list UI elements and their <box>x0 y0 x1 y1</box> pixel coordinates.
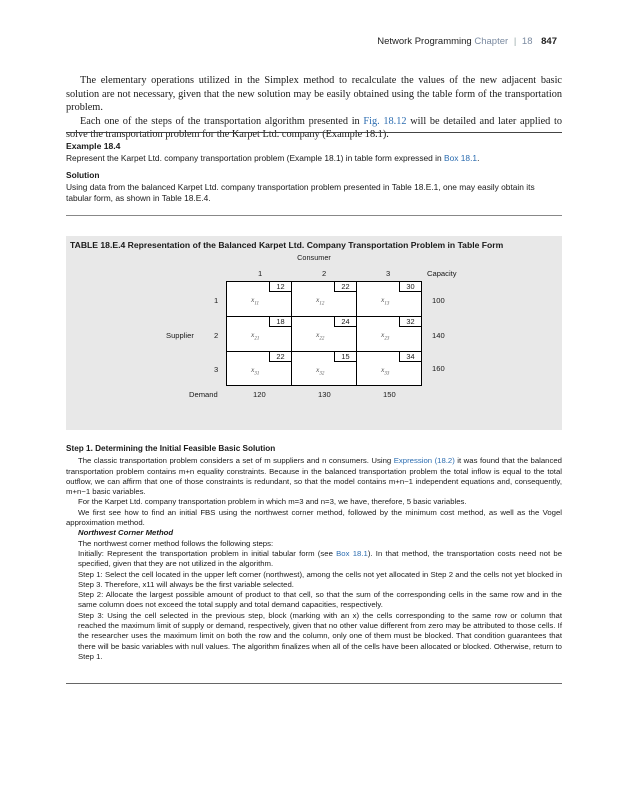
variable-symbol: x <box>316 295 320 304</box>
variable-label <box>316 365 324 377</box>
body-text <box>66 444 562 662</box>
p1-post: it was found that the balanced transportation problem contains m+n equality constraints. Because in the balanced transportation problem the total inflow is equal to the total outflow, we can affirm that one of those constraints is redundant, so that the model contains m+n−1 independent equations and, consequently, m+n−1 basic variables. <box>66 456 562 497</box>
body-paragraph-1 <box>66 456 562 497</box>
intro-p2-post: will be detailed and later applied to solve the transportation problem for the Karpet Ltd. company (Example 18.1). <box>66 115 562 141</box>
variable-label <box>381 295 389 307</box>
capacity-3: 160 <box>432 364 445 373</box>
header-chapter-num: 18 <box>521 36 533 47</box>
variable-label <box>251 365 259 377</box>
cost-cell: 34 <box>399 352 421 362</box>
row-header-1: 1 <box>214 296 219 305</box>
demand-3: 150 <box>383 390 396 399</box>
page-number: 847 <box>541 36 557 47</box>
demand-2: 130 <box>318 390 331 399</box>
variable-subscript: 22 <box>319 336 325 342</box>
demand-1: 120 <box>253 390 266 399</box>
variable-label <box>381 365 389 377</box>
cost-cell: 30 <box>399 282 421 292</box>
variable-symbol: x <box>381 295 385 304</box>
variable-symbol: x <box>381 330 385 339</box>
capacity-1: 100 <box>432 296 445 305</box>
box-link-2[interactable]: Box 18.1 <box>336 548 368 558</box>
header-separator: | <box>513 36 517 47</box>
variable-subscript: 33 <box>384 371 390 377</box>
initially-pre: Initially: Represent the transportation problem in initial tabular form (see <box>78 548 337 558</box>
variable-subscript: 31 <box>254 371 260 377</box>
intro-p2-pre: Each one of the steps of the transportation algorithm presented in <box>80 115 364 127</box>
northwest-intro: The northwest corner method follows the following steps: <box>78 538 274 548</box>
capacity-2: 140 <box>432 331 445 340</box>
body-paragraph-3: We first see how to find an initial FBS using the northwest corner method, followed by the minimum cost method, as well as the Vogel approximation method. <box>66 507 562 528</box>
variable-subscript: 11 <box>254 301 260 307</box>
row-header-2: 2 <box>214 331 219 340</box>
variable-subscript: 32 <box>319 371 325 377</box>
box-link[interactable]: Box 18.1 <box>444 152 478 163</box>
table-cell <box>227 317 292 352</box>
table-cell <box>292 282 357 317</box>
initially-paragraph <box>66 549 562 570</box>
table-cell <box>292 352 357 385</box>
step1-heading: Step 1. Determining the Initial Feasible Basic Solution <box>66 444 276 453</box>
example-text-post: . <box>477 152 480 163</box>
step-3-paragraph: Step 3: Using the cell selected in the previous step, block (marking with an x) the cells corresponding to the same row or column that reached the maximum limit of supply or demand, respectively, given that no other value different from zero may be attributed to those cells. If the researcher uses the maximum limit on both the row and the column, only one of them must be blocked. That condition guarantees that there will be basic variables with null values. The algorithm finalizes when all of the cells have been allocated or blocked. Otherwise, return to Step 1. <box>78 610 562 661</box>
table-title: TABLE 18.E.4 Representation of the Balanced Karpet Ltd. Company Transportation Problem in Table Form <box>70 240 504 250</box>
cost-cell: 18 <box>269 317 291 327</box>
example-box <box>66 132 562 216</box>
variable-label <box>316 330 324 342</box>
variable-symbol: x <box>316 330 320 339</box>
solution-title: Solution <box>66 170 100 180</box>
variable-subscript: 21 <box>254 336 260 342</box>
cost-cell: 15 <box>334 352 356 362</box>
variable-label <box>251 295 259 307</box>
column-header-3: 3 <box>386 269 391 278</box>
variable-symbol: x <box>251 330 255 339</box>
table-cell <box>227 282 292 317</box>
table-cell <box>357 282 421 317</box>
running-header <box>377 36 557 47</box>
table-cell <box>292 317 357 352</box>
column-header-2: 2 <box>322 269 327 278</box>
column-header-1: 1 <box>258 269 263 278</box>
cost-cell: 22 <box>334 282 356 292</box>
body-paragraph-2: For the Karpet Ltd. company transportation problem in which m=3 and n=3, we have, therefore, 5 basic variables. <box>78 497 467 507</box>
variable-label <box>381 330 389 342</box>
header-title: Network Programming <box>377 36 472 47</box>
row-header-3: 3 <box>214 365 219 374</box>
variable-subscript: 12 <box>319 301 325 307</box>
intro-paragraph-1: The elementary operations utilized in the Simplex method to recalculate the values of the new adjacent basic solution are not necessary, given that the new solution may be easily obtained using the table form of the transportation problem. <box>66 75 562 114</box>
variable-subscript: 23 <box>384 336 390 342</box>
step-1-paragraph: Step 1: Select the cell located in the upper left corner (northwest), among the cells not yet allocated in Step 2 and the cells not yet blocked in Step 3. Therefore, x11 will always be the first variable selected. <box>78 569 562 589</box>
example-text-pre: Represent the Karpet Ltd. company transportation problem (Example 18.1) in table form expressed in <box>66 152 445 163</box>
bottom-rule <box>66 683 562 684</box>
cost-cell: 24 <box>334 317 356 327</box>
expression-link[interactable]: Expression (18.2) <box>393 456 455 466</box>
cost-cell: 32 <box>399 317 421 327</box>
cost-cell: 22 <box>269 352 291 362</box>
example-title: Example 18.4 <box>66 141 121 151</box>
capacity-header: Capacity <box>427 269 457 278</box>
p1-pre: The classic transportation problem considers a set of m suppliers and n consumers. Using <box>78 456 394 466</box>
example-text <box>66 153 562 165</box>
initially-post: ). In that method, the transportation costs need not be specified, given that they are not utilized in the algorithm. <box>78 548 563 569</box>
solution-text: Using data from the balanced Karpet Ltd. company transportation problem presented in Table 18.E.1, one may easily obtain its tabular form, as shown in Table 18.E.4. <box>66 181 535 203</box>
header-chapter: Chapter <box>474 36 509 47</box>
variable-subscript: 13 <box>384 301 390 307</box>
variable-label <box>251 330 259 342</box>
transportation-grid <box>226 281 422 386</box>
variable-symbol: x <box>381 365 385 374</box>
variable-symbol: x <box>251 295 255 304</box>
table-cell <box>357 317 421 352</box>
fig-link[interactable]: Fig. 18.12 <box>363 115 407 127</box>
cost-cell: 12 <box>269 282 291 292</box>
table-cell <box>357 352 421 385</box>
supplier-label: Supplier <box>166 331 194 340</box>
northwest-heading: Northwest Corner Method <box>78 528 174 538</box>
variable-symbol: x <box>251 365 255 374</box>
table-cell <box>227 352 292 385</box>
variable-symbol: x <box>316 365 320 374</box>
demand-label: Demand <box>189 390 218 399</box>
consumer-label: Consumer <box>297 253 331 262</box>
step-2-paragraph: Step 2: Allocate the largest possible amount of product to that cell, so that the sum of the corresponding cells in the same row and in the same column does not exceed the total supply and total demand capacities, respectively. <box>78 590 562 610</box>
variable-label <box>316 295 324 307</box>
